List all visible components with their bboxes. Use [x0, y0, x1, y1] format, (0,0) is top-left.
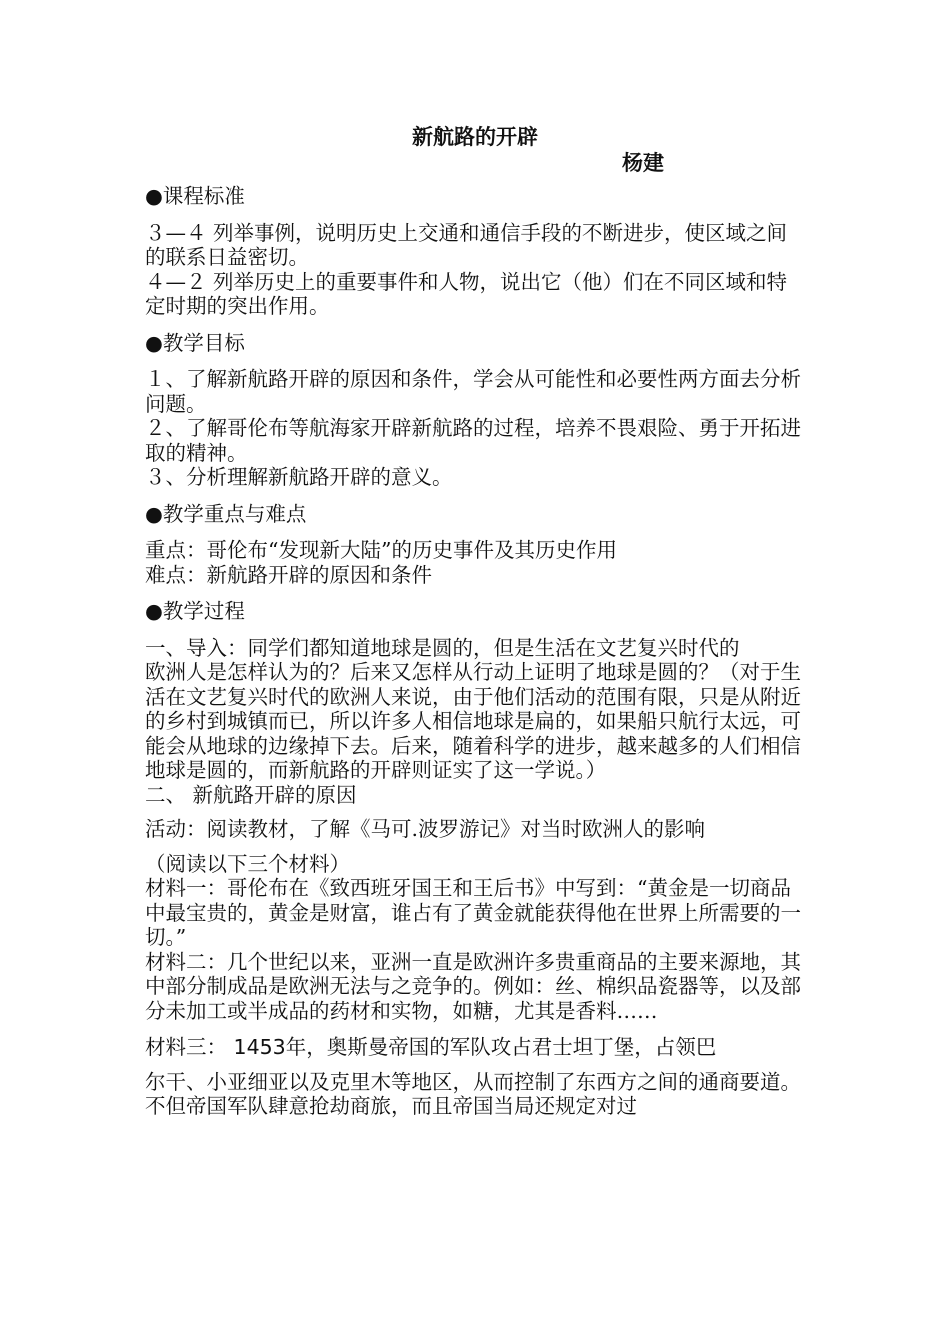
- standard-item: ３—４ 列举事例，说明历史上交通和通信手段的不断进步，使区域之间的联系日益密切。: [145, 220, 788, 269]
- standard-item: ４—２ 列举历史上的重要事件和人物，说出它（他）们在不同区域和特定时期的突出作用。: [145, 269, 788, 318]
- section-heading-goals: ●教学目标: [145, 330, 245, 355]
- difficult-point: 难点：新航路开辟的原因和条件: [145, 562, 432, 587]
- reading-note: （阅读以下三个材料）: [145, 851, 350, 876]
- intro-paragraph: 一、导入：同学们都知道地球是圆的，但是生活在文艺复兴时代的: [145, 635, 740, 660]
- goal-item: ２、了解哥伦布等航海家开辟新航路的过程，培养不畏艰险、勇于开拓进取的精神。: [145, 416, 801, 465]
- key-point: 重点：哥伦布“发现新大陆”的历史事件及其历史作用: [145, 538, 617, 562]
- material-three-text: 年，奥斯曼帝国的军队攻占君士坦丁堡，占领巴: [285, 1035, 717, 1059]
- part-two-heading: 二、 新航路开辟的原因: [145, 782, 357, 807]
- material-three-label: 材料三：: [145, 1035, 227, 1059]
- goal-item: １、了解新航路开辟的原因和条件，学会从可能性和必要性两方面去分析问题。: [145, 367, 801, 416]
- section-heading-focus: ●教学重点与难点: [145, 501, 307, 526]
- material-two: 材料二：几个世纪以来，亚洲一直是欧洲许多贵重商品的主要来源地，其中部分制成品是欧洲无法与之竞争的。例如：丝、棉织品瓷器等，以及部分未加工或半成品的药材和实物，如糖，尤其是香料……: [145, 949, 801, 1023]
- material-three-first-line: [145, 1035, 807, 1060]
- intro-paragraph-continued: 欧洲人是怎样认为的？后来又怎样从行动上证明了地球是圆的？（对于生活在文艺复兴时代的欧洲人来说，由于他们活动的范围有限，只是从附近的乡村到城镇而已，所以许多人相信地球是扁的，如果船只航行太远，可能会从地球的边缘掉下去。后来，随着科学的进步，越来越多的人们相信地球是圆的，而新航路的开辟则证实了这一学说。）: [145, 660, 801, 782]
- material-three-continued: 尔干、小亚细亚以及克里木等地区，从而控制了东西方之间的通商要道。不但帝国军队肆意抢劫商旅，而且帝国当局还规定对过: [145, 1069, 801, 1118]
- activity-line: 活动：阅读教材，了解《马可.波罗游记》对当时欧洲人的影响: [145, 817, 706, 841]
- section-heading-standards: ●课程标准: [145, 184, 245, 208]
- author-name: 杨建: [622, 151, 664, 175]
- material-one: 材料一：哥伦布在《致西班牙国王和王后书》中写到：“黄金是一切商品中最宝贵的，黄金是财富，谁占有了黄金就能获得他在世界上所需要的一切。”: [145, 876, 801, 949]
- document-body: [145, 184, 807, 1119]
- document-title: 新航路的开辟: [412, 125, 538, 149]
- goal-item: ３、分析理解新航路开辟的意义。: [145, 465, 453, 489]
- section-heading-process: ●教学过程: [145, 599, 245, 623]
- material-three-year: 1453: [233, 1035, 286, 1059]
